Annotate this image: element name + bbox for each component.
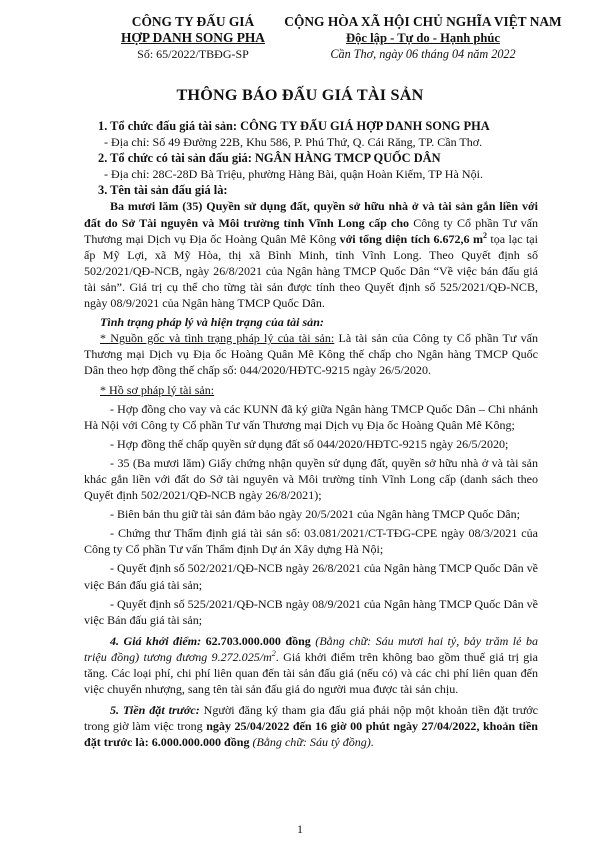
- section-3-heading: 3. Tên tài sản đấu giá là:: [98, 183, 228, 198]
- asset-description-rest: tọa lạc tại ấp Mỹ Lợi, xã Mỹ Hòa, thị xã Bình Minh, tỉnh Vĩnh Long. Theo Quyết định số 502/2021/QĐ-NCB, ngày 26/8/2021 của Ngân hàng TMCP Quốc Dân “Về việc bán đấu giá tài sản”. Giá trị cụ thể cho từng tài sản được tính theo Quyết định số 525/2021/QĐ-NCB, ngày 08/9/2021 của Ngân hàng TMCP Quốc Dân.: [84, 231, 538, 311]
- legal-doc-item: - Chứng thư Thẩm định giá tài sản số: 03.081/2021/CT-TĐG-CPE ngày 08/3/2021 của Công ty Cổ phần Tư vấn Thẩm định Dự án Xây dựng Hà Nội;: [84, 526, 538, 557]
- national-title: CỘNG HÒA XÃ HỘI CHỦ NGHĨA VIỆT NAM: [284, 14, 562, 29]
- deposit-label: 5. Tiền đặt trước:: [110, 703, 200, 718]
- origin-text: Là tài sản của Công ty Cổ phần Tư vấn Thương mại Dịch vụ Địa ốc Hoàng Quân Mê Kông thế chấp cho Ngân hàng TMCP Quốc Dân theo hợp đồng thế chấp số: 044/2020/HĐTC-9215 ngày 26/5/2020.: [84, 331, 538, 378]
- starting-price-label: 4. Giá khởi điểm:: [110, 633, 202, 648]
- document-number: Số: 65/2022/TBĐG-SP: [137, 47, 249, 61]
- section-2-heading: 2. Tổ chức có tài sản đấu giá: NGÂN HÀNG TMCP QUỐC DÂN: [98, 151, 441, 166]
- deposit-words: (Bằng chữ: Sáu tỷ đồng).: [249, 735, 374, 750]
- document-body: [84, 118, 538, 750]
- legal-docs-label: * Hồ sơ pháp lý tài sản:: [100, 382, 215, 397]
- starting-price-rest: . Giá khởi điểm trên không bao gồm thuế giá trị gia tăng. Các loại phí, chi phí liên quan đến tài sản đấu giá (nếu có) và các chi phí liên quan đến việc chuyển nhượng, sang tên tài sản đấu giá do người mua được tài sản chịu.: [84, 649, 538, 697]
- asset-description: [84, 198, 538, 311]
- company-name-line2: HỢP DANH SONG PHA: [121, 30, 265, 45]
- area-unit-sup: 2: [483, 230, 488, 240]
- starting-price-amount: 62.703.000.000 đồng: [201, 633, 311, 648]
- legal-doc-item: - Quyết định số 502/2021/QĐ-NCB ngày 26/8/2021 của Ngân hàng TMCP Quốc Dân về việc Bán đấu giá tài sản;: [84, 561, 538, 592]
- price-unit-sup: 2: [271, 648, 276, 658]
- section-1-address: - Địa chỉ: Số 49 Đường 22B, Khu 586, P. Phú Thứ, Q. Cái Răng, TP. Cần Thơ.: [104, 135, 483, 150]
- national-header: [258, 14, 588, 63]
- section-4-paragraph: [84, 633, 538, 697]
- page-number: 1: [297, 822, 303, 836]
- issue-date: Cần Thơ, ngày 06 tháng 04 năm 2022: [330, 47, 516, 61]
- starting-price-words: (Bằng chữ: Sáu mươi hai tỷ, bảy trăm lẻ ba triệu đồng) tương đương 9.272.025/m: [84, 633, 539, 664]
- deposit-text-1: Người đăng ký tham gia đấu giá phải nộp một khoản tiền đặt trước trong giờ làm việc trong: [84, 703, 538, 734]
- origin-label: * Nguồn gốc và tình trạng pháp lý của tài sản:: [100, 331, 335, 346]
- section-2-address: - Địa chỉ: 28C-28D Bà Triệu, phường Hàng Bài, quận Hoàn Kiếm, TP Hà Nội.: [104, 167, 483, 182]
- company-name-line1: CÔNG TY ĐẤU GIÁ: [131, 14, 255, 29]
- legal-doc-item: - Biên bản thu giữ tài sản đảm bảo ngày 20/5/2021 của Ngân hàng TMCP Quốc Dân;: [110, 507, 521, 522]
- national-motto: Độc lập - Tự do - Hạnh phúc: [346, 31, 500, 45]
- legal-doc-item: - Quyết định số 525/2021/QĐ-NCB ngày 08/9/2021 của Ngân hàng TMCP Quốc Dân về việc Bán đấu giá tài sản;: [84, 596, 538, 627]
- asset-area: với tổng diện tích 6.672,6 m: [339, 231, 484, 246]
- asset-owner: Công ty Cổ phần Tư vấn Thương mại Dịch vụ Địa ốc Hoàng Quân Mê Kông: [84, 215, 538, 246]
- document-title: THÔNG BÁO ĐẤU GIÁ TÀI SẢN: [176, 86, 424, 104]
- origin-paragraph: [84, 330, 538, 378]
- asset-description-bold: Ba mươi lăm (35) Quyền sử dụng đất, quyền sở hữu nhà ở và tài sản gắn liền với đất do Sở Tài nguyên và Môi trường tỉnh Vĩnh Long cấp cho: [84, 199, 538, 230]
- legal-doc-item: - Hợp đồng cho vay và các KUNN đã ký giữa Ngân hàng TMCP Quốc Dân – Chi nhánh Hà Nội với Công ty Cổ phần Tư vấn Thương mại Dịch vụ Địa ốc Hoàng Quân Mê Kông;: [84, 401, 538, 432]
- deposit-period-amount: ngày 25/04/2022 đến 16 giờ 00 phút ngày 27/04/2022, khoản tiền đặt trước là: 6.000.000.000 đồng: [84, 719, 538, 750]
- legal-doc-item: - Hợp đồng thế chấp quyền sử dụng đất số 044/2020/HĐTC-9215 ngày 26/5/2020;: [110, 436, 509, 451]
- section-1-heading: 1. Tổ chức đấu giá tài sản: CÔNG TY ĐẤU GIÁ HỢP DANH SONG PHA: [98, 119, 490, 133]
- section-5-paragraph: [84, 702, 538, 750]
- legal-doc-item: - 35 (Ba mươi lăm) Giấy chứng nhận quyền sử dụng đất, quyền sở hữu nhà ở và tài sản khác gắn liền với đất do Sở tài nguyên và Môi trường tỉnh Vĩnh Long cấp (danh sách theo Quyết định 502/2021/QĐ-NCB ngày 26/8/2021);: [84, 455, 538, 503]
- legal-status-heading: Tình trạng pháp lý và hiện trạng của tài sản:: [100, 315, 324, 330]
